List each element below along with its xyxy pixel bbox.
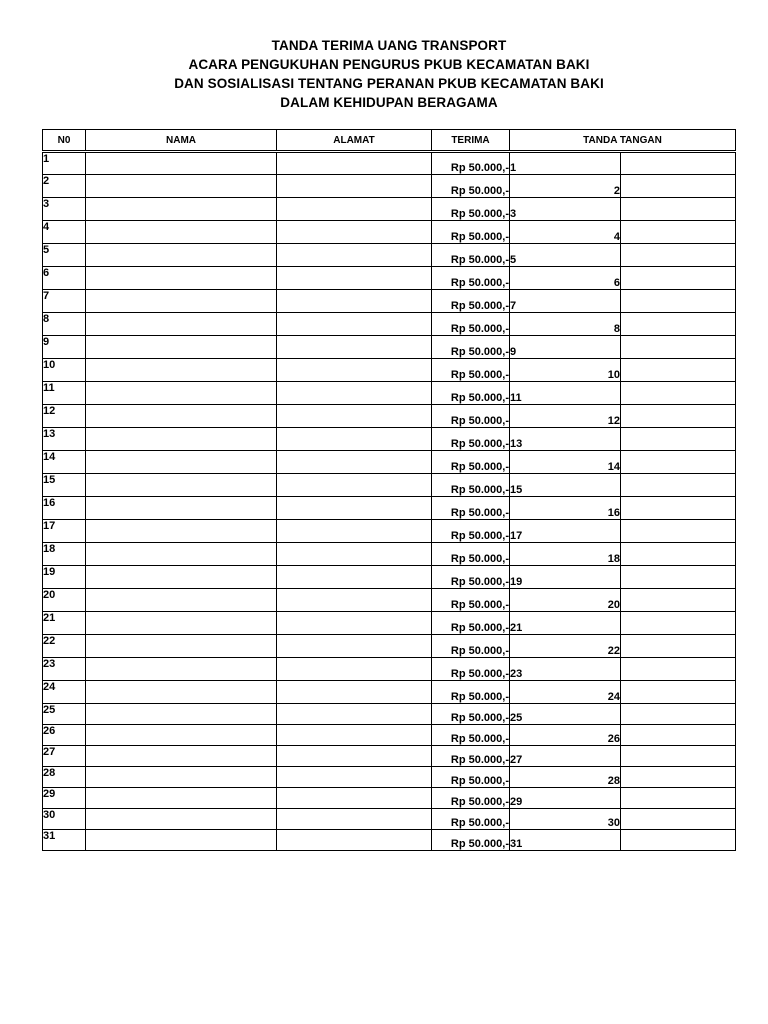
table-row — [43, 589, 736, 612]
nama-cell[interactable] — [86, 612, 277, 635]
signature-cell-right[interactable] — [621, 809, 736, 830]
table-row — [43, 451, 736, 474]
signature-cell-right[interactable] — [621, 520, 736, 543]
terima-cell: Rp 50.000,- — [432, 175, 510, 198]
signature-cell-right[interactable] — [621, 681, 736, 704]
terima-cell: Rp 50.000,- — [432, 543, 510, 566]
terima-cell: Rp 50.000,- — [432, 244, 510, 267]
terima-cell: Rp 50.000,- — [432, 290, 510, 313]
signature-cell-left[interactable]: 21 — [510, 612, 621, 635]
title-line-2: ACARA PENGUKUHAN PENGURUS PKUB KECAMATAN BAKI — [188, 57, 590, 72]
signature-cell-right[interactable] — [621, 244, 736, 267]
signature-cell-left[interactable]: 15 — [510, 474, 621, 497]
nama-cell[interactable] — [86, 543, 277, 566]
signature-cell-left[interactable]: 17 — [510, 520, 621, 543]
alamat-cell[interactable] — [277, 175, 432, 198]
terima-cell: Rp 50.000,- — [432, 635, 510, 658]
signature-cell-left[interactable]: 14 — [510, 451, 621, 474]
row-number: 18 — [43, 543, 86, 566]
row-number: 24 — [43, 681, 86, 704]
row-number: 11 — [43, 382, 86, 405]
row-number: 1 — [43, 152, 86, 175]
signature-cell-right[interactable] — [621, 635, 736, 658]
alamat-cell[interactable] — [277, 746, 432, 767]
row-number: 21 — [43, 612, 86, 635]
nama-cell[interactable] — [86, 451, 277, 474]
nama-cell[interactable] — [86, 635, 277, 658]
terima-cell: Rp 50.000,- — [432, 152, 510, 175]
table-row — [43, 405, 736, 428]
signature-cell-left[interactable]: 3 — [510, 198, 621, 221]
alamat-cell[interactable] — [277, 267, 432, 290]
terima-cell: Rp 50.000,- — [432, 221, 510, 244]
signature-cell-left[interactable]: 20 — [510, 589, 621, 612]
table-row — [43, 198, 736, 221]
signature-cell-left[interactable]: 22 — [510, 635, 621, 658]
signature-cell-right[interactable] — [621, 746, 736, 767]
nama-cell[interactable] — [86, 405, 277, 428]
signature-cell-left[interactable]: 28 — [510, 767, 621, 788]
nama-cell[interactable] — [86, 520, 277, 543]
row-number: 26 — [43, 725, 86, 746]
alamat-cell[interactable] — [277, 725, 432, 746]
row-number: 30 — [43, 809, 86, 830]
alamat-cell[interactable] — [277, 566, 432, 589]
terima-cell: Rp 50.000,- — [432, 725, 510, 746]
row-number: 6 — [43, 267, 86, 290]
nama-cell[interactable] — [86, 767, 277, 788]
terima-cell: Rp 50.000,- — [432, 520, 510, 543]
header-tanda-tangan: TANDA TANGAN — [510, 130, 736, 152]
alamat-cell[interactable] — [277, 336, 432, 359]
table-row — [43, 767, 736, 788]
table-row — [43, 746, 736, 767]
header-nama: NAMA — [86, 130, 277, 152]
row-number: 31 — [43, 830, 86, 851]
nama-cell[interactable] — [86, 746, 277, 767]
table-row — [43, 520, 736, 543]
terima-cell: Rp 50.000,- — [432, 313, 510, 336]
table-header-row — [43, 130, 736, 152]
table-row — [43, 267, 736, 290]
alamat-cell[interactable] — [277, 704, 432, 725]
row-number: 27 — [43, 746, 86, 767]
nama-cell[interactable] — [86, 830, 277, 851]
signature-cell-left[interactable]: 7 — [510, 290, 621, 313]
row-number: 29 — [43, 788, 86, 809]
table-row — [43, 359, 736, 382]
title-line-3: DAN SOSIALISASI TENTANG PERANAN PKUB KECAMATAN BAKI — [174, 76, 604, 91]
signature-cell-left[interactable]: 5 — [510, 244, 621, 267]
nama-cell[interactable] — [86, 267, 277, 290]
terima-cell: Rp 50.000,- — [432, 658, 510, 681]
terima-cell: Rp 50.000,- — [432, 767, 510, 788]
alamat-cell[interactable] — [277, 221, 432, 244]
row-number: 4 — [43, 221, 86, 244]
signature-cell-left[interactable]: 26 — [510, 725, 621, 746]
terima-cell: Rp 50.000,- — [432, 497, 510, 520]
signature-cell-left[interactable]: 31 — [510, 830, 621, 851]
signature-cell-left[interactable]: 1 — [510, 152, 621, 175]
nama-cell[interactable] — [86, 704, 277, 725]
terima-cell: Rp 50.000,- — [432, 830, 510, 851]
alamat-cell[interactable] — [277, 612, 432, 635]
signature-cell-right[interactable] — [621, 428, 736, 451]
signature-cell-right[interactable] — [621, 474, 736, 497]
alamat-cell[interactable] — [277, 382, 432, 405]
signature-cell-left[interactable]: 9 — [510, 336, 621, 359]
table-row — [43, 612, 736, 635]
signature-cell-right[interactable] — [621, 336, 736, 359]
table-row — [43, 474, 736, 497]
signature-cell-right[interactable] — [621, 589, 736, 612]
nama-cell[interactable] — [86, 788, 277, 809]
signature-cell-left[interactable]: 13 — [510, 428, 621, 451]
alamat-cell[interactable] — [277, 152, 432, 175]
table-row — [43, 175, 736, 198]
header-alamat: ALAMAT — [277, 130, 432, 152]
receipt-table — [42, 129, 736, 851]
signature-cell-right[interactable] — [621, 198, 736, 221]
alamat-cell[interactable] — [277, 244, 432, 267]
row-number: 5 — [43, 244, 86, 267]
signature-cell-right[interactable] — [621, 788, 736, 809]
signature-cell-right[interactable] — [621, 152, 736, 175]
signature-cell-right[interactable] — [621, 566, 736, 589]
alamat-cell[interactable] — [277, 359, 432, 382]
table-row — [43, 244, 736, 267]
nama-cell[interactable] — [86, 497, 277, 520]
signature-cell-left[interactable]: 24 — [510, 681, 621, 704]
table-row — [43, 658, 736, 681]
table-row — [43, 497, 736, 520]
alamat-cell[interactable] — [277, 658, 432, 681]
row-number: 19 — [43, 566, 86, 589]
signature-cell-left[interactable]: 30 — [510, 809, 621, 830]
terima-cell: Rp 50.000,- — [432, 474, 510, 497]
row-number: 22 — [43, 635, 86, 658]
nama-cell[interactable] — [86, 658, 277, 681]
terima-cell: Rp 50.000,- — [432, 336, 510, 359]
signature-cell-left[interactable]: 6 — [510, 267, 621, 290]
signature-cell-right[interactable] — [621, 267, 736, 290]
row-number: 28 — [43, 767, 86, 788]
table-row — [43, 221, 736, 244]
terima-cell: Rp 50.000,- — [432, 405, 510, 428]
nama-cell[interactable] — [86, 336, 277, 359]
row-number: 13 — [43, 428, 86, 451]
row-number: 14 — [43, 451, 86, 474]
nama-cell[interactable] — [86, 175, 277, 198]
terima-cell: Rp 50.000,- — [432, 428, 510, 451]
signature-cell-right[interactable] — [621, 830, 736, 851]
nama-cell[interactable] — [86, 244, 277, 267]
signature-cell-right[interactable] — [621, 221, 736, 244]
signature-cell-left[interactable]: 10 — [510, 359, 621, 382]
nama-cell[interactable] — [86, 152, 277, 175]
row-number: 15 — [43, 474, 86, 497]
signature-cell-right[interactable] — [621, 451, 736, 474]
row-number: 3 — [43, 198, 86, 221]
table-row — [43, 543, 736, 566]
signature-cell-left[interactable]: 27 — [510, 746, 621, 767]
terima-cell: Rp 50.000,- — [432, 704, 510, 725]
nama-cell[interactable] — [86, 221, 277, 244]
nama-cell[interactable] — [86, 589, 277, 612]
signature-cell-right[interactable] — [621, 725, 736, 746]
signature-cell-right[interactable] — [621, 405, 736, 428]
alamat-cell[interactable] — [277, 497, 432, 520]
terima-cell: Rp 50.000,- — [432, 451, 510, 474]
alamat-cell[interactable] — [277, 290, 432, 313]
nama-cell[interactable] — [86, 474, 277, 497]
signature-cell-right[interactable] — [621, 704, 736, 725]
row-number: 23 — [43, 658, 86, 681]
title-line-1: TANDA TERIMA UANG TRANSPORT — [271, 38, 507, 53]
header-no: N0 — [43, 130, 86, 152]
table-row — [43, 566, 736, 589]
alamat-cell[interactable] — [277, 767, 432, 788]
table-row — [43, 313, 736, 336]
row-number: 7 — [43, 290, 86, 313]
terima-cell: Rp 50.000,- — [432, 612, 510, 635]
signature-cell-right[interactable] — [621, 290, 736, 313]
signature-cell-right[interactable] — [621, 359, 736, 382]
row-number: 9 — [43, 336, 86, 359]
signature-cell-right[interactable] — [621, 382, 736, 405]
row-number: 16 — [43, 497, 86, 520]
signature-cell-left[interactable]: 8 — [510, 313, 621, 336]
terima-cell: Rp 50.000,- — [432, 198, 510, 221]
table-row — [43, 830, 736, 851]
alamat-cell[interactable] — [277, 809, 432, 830]
signature-cell-right[interactable] — [621, 313, 736, 336]
row-number: 25 — [43, 704, 86, 725]
alamat-cell[interactable] — [277, 681, 432, 704]
alamat-cell[interactable] — [277, 198, 432, 221]
header-terima: TERIMA — [432, 130, 510, 152]
alamat-cell[interactable] — [277, 589, 432, 612]
nama-cell[interactable] — [86, 198, 277, 221]
nama-cell[interactable] — [86, 681, 277, 704]
nama-cell[interactable] — [86, 809, 277, 830]
signature-cell-right[interactable] — [621, 175, 736, 198]
signature-cell-left[interactable]: 12 — [510, 405, 621, 428]
signature-cell-left[interactable]: 29 — [510, 788, 621, 809]
signature-cell-left[interactable]: 16 — [510, 497, 621, 520]
table-row — [43, 428, 736, 451]
table-row — [43, 809, 736, 830]
signature-cell-right[interactable] — [621, 497, 736, 520]
row-number: 8 — [43, 313, 86, 336]
terima-cell: Rp 50.000,- — [432, 746, 510, 767]
signature-cell-left[interactable]: 19 — [510, 566, 621, 589]
row-number: 20 — [43, 589, 86, 612]
alamat-cell[interactable] — [277, 428, 432, 451]
alamat-cell[interactable] — [277, 543, 432, 566]
table-row — [43, 336, 736, 359]
nama-cell[interactable] — [86, 725, 277, 746]
terima-cell: Rp 50.000,- — [432, 788, 510, 809]
signature-cell-left[interactable]: 25 — [510, 704, 621, 725]
alamat-cell[interactable] — [277, 405, 432, 428]
nama-cell[interactable] — [86, 359, 277, 382]
alamat-cell[interactable] — [277, 451, 432, 474]
alamat-cell[interactable] — [277, 635, 432, 658]
table-row — [43, 788, 736, 809]
terima-cell: Rp 50.000,- — [432, 566, 510, 589]
alamat-cell[interactable] — [277, 474, 432, 497]
signature-cell-left[interactable]: 18 — [510, 543, 621, 566]
alamat-cell[interactable] — [277, 788, 432, 809]
nama-cell[interactable] — [86, 313, 277, 336]
row-number: 17 — [43, 520, 86, 543]
signature-cell-left[interactable]: 4 — [510, 221, 621, 244]
alamat-cell[interactable] — [277, 313, 432, 336]
alamat-cell[interactable] — [277, 520, 432, 543]
terima-cell: Rp 50.000,- — [432, 359, 510, 382]
nama-cell[interactable] — [86, 290, 277, 313]
table-row — [43, 382, 736, 405]
title-line-4: DALAM KEHIDUPAN BERAGAMA — [280, 95, 498, 110]
table-row — [43, 681, 736, 704]
row-number: 2 — [43, 175, 86, 198]
terima-cell: Rp 50.000,- — [432, 267, 510, 290]
table-row — [43, 704, 736, 725]
nama-cell[interactable] — [86, 566, 277, 589]
terima-cell: Rp 50.000,- — [432, 382, 510, 405]
table-row — [43, 635, 736, 658]
terima-cell: Rp 50.000,- — [432, 809, 510, 830]
terima-cell: Rp 50.000,- — [432, 589, 510, 612]
row-number: 12 — [43, 405, 86, 428]
alamat-cell[interactable] — [277, 830, 432, 851]
signature-cell-right[interactable] — [621, 658, 736, 681]
signature-cell-right[interactable] — [621, 543, 736, 566]
signature-cell-left[interactable]: 23 — [510, 658, 621, 681]
table-row — [43, 152, 736, 175]
table-row — [43, 725, 736, 746]
signature-cell-right[interactable] — [621, 612, 736, 635]
row-number: 10 — [43, 359, 86, 382]
table-row — [43, 290, 736, 313]
table-body — [43, 152, 736, 851]
signature-cell-left[interactable]: 2 — [510, 175, 621, 198]
signature-cell-right[interactable] — [621, 767, 736, 788]
signature-cell-left[interactable]: 11 — [510, 382, 621, 405]
terima-cell: Rp 50.000,- — [432, 681, 510, 704]
nama-cell[interactable] — [86, 428, 277, 451]
document-title — [0, 36, 768, 112]
nama-cell[interactable] — [86, 382, 277, 405]
